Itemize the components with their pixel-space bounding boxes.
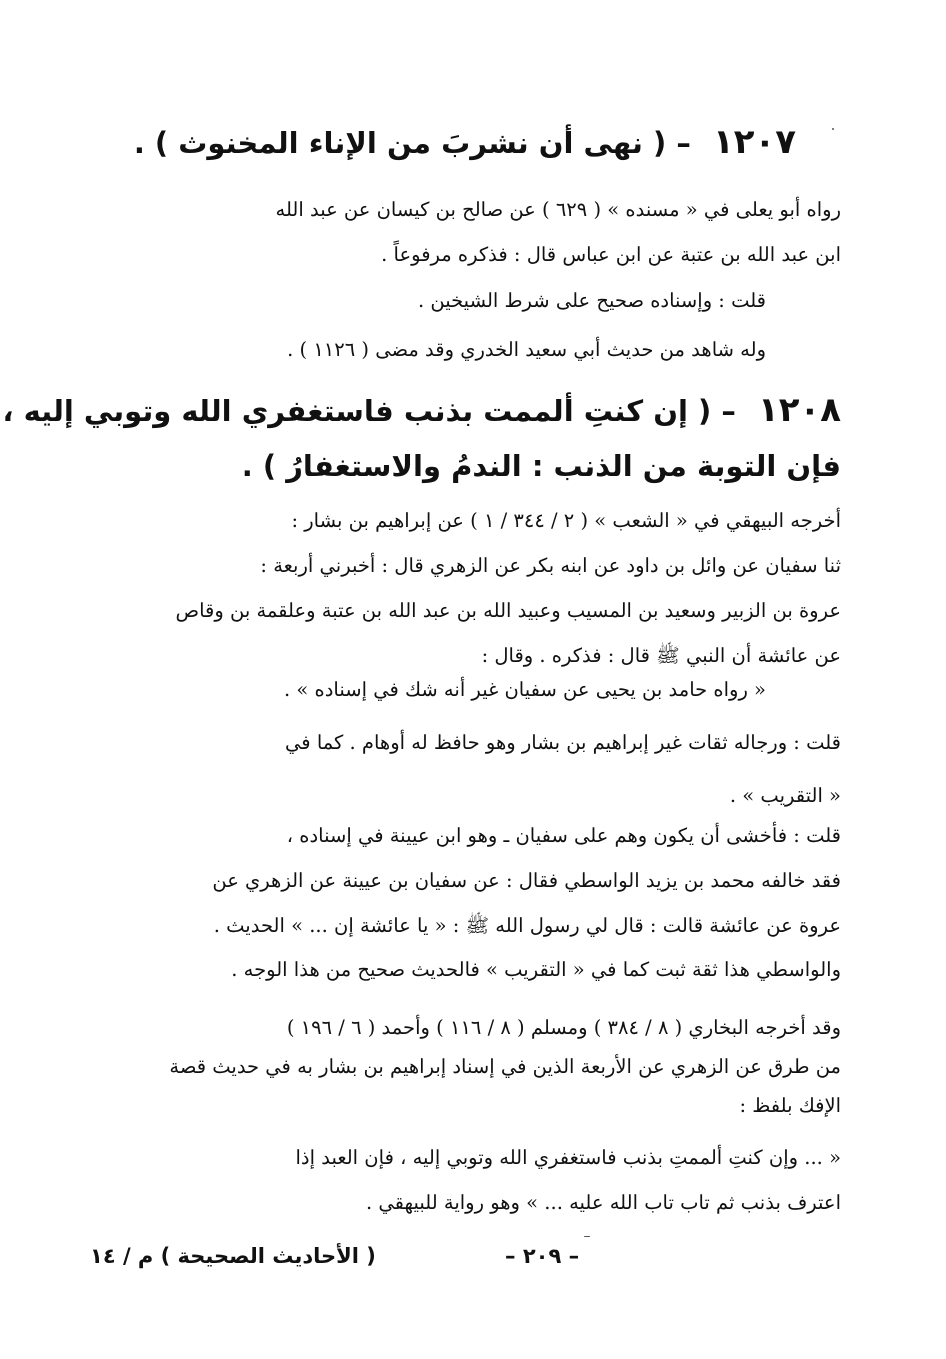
text-line: اعترف بذنب ثم تاب تاب الله عليه ... » وهو رواية للبيهقي . <box>366 1191 841 1214</box>
hadith-1207-text: – ( نهى أن نشربَ من الإناء المخنوث ) . <box>133 126 691 160</box>
hadith-1208-text-line1: – ( إن كنتِ ألممت بذنب فاستغفري الله وتوبي إليه ، <box>2 394 736 428</box>
text-line: « ... وإن كنتِ ألممتِ بذنب فاستغفري الله وتوبي إليه ، فإن العبد إذا <box>295 1146 841 1169</box>
takhrij-1207-paragraph <box>105 187 841 277</box>
text-line: فقد خالفه محمد بن يزيد الواسطي فقال : عن سفيان بن عيينة عن الزهري عن <box>212 869 841 892</box>
text-line: وقد أخرجه البخاري ( ٨ / ٣٨٤ ) ومسلم ( ٨ / ١١٦ ) وأحمد ( ٦ / ١٩٦ ) <box>286 1016 841 1039</box>
text-line: وله شاهد من حديث أبي سعيد الخدري وقد مضى ( ١١٢٦ ) . <box>287 338 766 361</box>
quote-paragraph <box>105 667 766 712</box>
text-line: قلت : وإسناده صحيح على شرط الشيخين . <box>417 289 766 312</box>
text-line: ابن عبد الله بن عتبة عن ابن عباس قال : فذكره مرفوعاً . <box>381 243 841 266</box>
text-line: « التقريب » . <box>729 784 841 807</box>
book-source-label: ( الأحاديث الصحيحة ) م / ١٤ <box>90 1244 376 1268</box>
text-line: « رواه حامد بن يحيى عن سفيان غير أنه شك في إسناده » . <box>283 678 766 701</box>
concern-paragraph <box>105 813 841 948</box>
page-footer <box>90 1244 856 1284</box>
page-number: – ٢٠٩ – <box>505 1244 580 1268</box>
text-line: والواسطي هذا ثقة ثبت كما في « التقريب » فالحديث صحيح من هذا الوجه . <box>231 958 841 981</box>
hadith-1207-number: ١٢٠٧ <box>712 122 796 162</box>
hadith-1208-heading-line2 <box>100 438 841 494</box>
text-line: عروة بن الزبير وسعيد بن المسيب وعبيد الله بن عبد الله بن عتبة وعلقمة بن وقاص <box>175 599 841 622</box>
hadith-1207-heading <box>100 114 796 171</box>
bukhari-paragraph <box>105 1005 841 1128</box>
text-line: قلت : فأخشى أن يكون وهم على سفيان ـ وهو ابن عيينة في إسناده ، <box>286 824 841 847</box>
wasiti-paragraph <box>105 947 841 992</box>
text-line: عروة عن عائشة قالت : قال لي رسول الله ﷺ : « يا عائشة إن ... » الحديث . <box>213 914 841 937</box>
narrators-paragraph <box>105 720 841 818</box>
hadith-1208-number: ١٢٠٨ <box>757 390 841 430</box>
text-line: رواه أبو يعلى في « مسنده » ( ٦٢٩ ) عن صالح بن كيسان عن عبد الله <box>275 198 841 221</box>
text-line: عن عائشة أن النبي ﷺ قال : فذكره . وقال : <box>481 644 841 667</box>
text-line: قلت : ورجاله ثقات غير إبراهيم بن بشار وهو حافظ له أوهام . كما في <box>285 731 841 754</box>
print-speck <box>584 1236 590 1237</box>
witness-1207-paragraph <box>105 327 766 372</box>
hadith-1208-text-line2: فإن التوبة من الذنب : الندمُ والاستغفارُ ) . <box>241 449 841 483</box>
text-line: الإفك بلفظ : <box>739 1094 841 1117</box>
grading-1207-paragraph <box>105 278 766 323</box>
ifk-wording-paragraph <box>105 1135 841 1225</box>
text-line: أخرجه البيهقي في « الشعب » ( ٢ / ٣٤٤ / ١ ) عن إبراهيم بن بشار : <box>291 509 841 532</box>
takhrij-1208-paragraph <box>105 498 841 678</box>
text-line: من طرق عن الزهري عن الأربعة الذين في إسناد إبراهيم بن بشار به في حديث قصة <box>169 1055 841 1078</box>
hadith-1208-heading <box>2 382 841 439</box>
text-line: ثنا سفيان عن وائل بن داود عن ابنه بكر عن الزهري قال : أخبرني أربعة : <box>260 554 841 577</box>
print-speck <box>832 128 834 130</box>
